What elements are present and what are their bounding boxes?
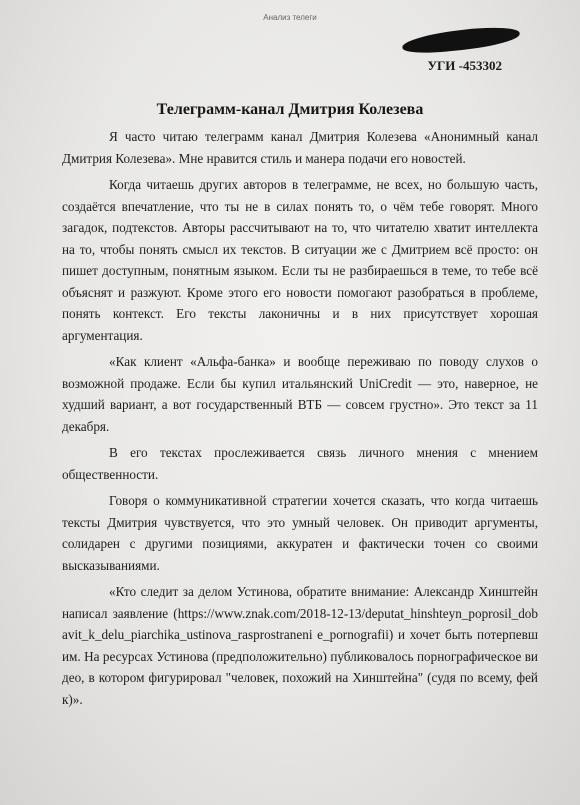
document-title: Телеграмм-канал Дмитрия Колезева — [156, 101, 424, 118]
paragraph-2: Когда читаешь других авторов в телеграмме, не всех, но большую часть, создаётся впечатление, что ты не в силах понять то, о чём тебе говорят. Много загадок, подтекстов. Авторы рассчитывают на то, что читателю хватит интеллекта на то, чтобы понять смысл их текстов. В ситуации же с Дмитрием всё просто: он пишет доступным, понятным языком. Если ты не разбираешься в теме, то тебе всё объяснят и разжуют. Кроме этого его новости помогают разобраться в проблеме, понять контекст. Его тексты лаконичны и в них присутствует хорошая аргументация. — [62, 177, 538, 343]
paragraph-3: «Как клиент «Альфа-банка» и вообще переживаю по поводу слухов о возможной продаже. Если бы купил итальянский UniCredit — это, наверное, не худший вариант, а вот государственный ВТБ — совсем грустно». Это текст за 11 декабря. — [62, 354, 538, 434]
redaction-mark — [401, 24, 520, 56]
document-id: УГИ -453302 — [427, 58, 502, 73]
paragraph-6: «Кто следит за делом Устинова, обратите внимание: Александр Хинштейн написал заявление (https://www.znak.com/2018-12-13/deputat_hinshteyn_poprosil_dobavit_k_delu_piarchika_ustinova_rasprostraneni e_pornografii) и хочет быть потерпевшим. На ресурсах Устинова (предположительно) публиковалось порнографическое видео, в котором фигурировал "человек, похожий на Хинштейна" (судя по всему, фейк)». — [62, 584, 538, 707]
paragraph-1: Я часто читаю телеграмм канал Дмитрия Колезева «Анонимный канал Дмитрия Колезева». Мне нравится стиль и манера подачи его новостей. — [62, 129, 538, 166]
document-body — [62, 126, 538, 715]
paragraph-5: Говоря о коммуникативной стратегии хочется сказать, что когда читаешь тексты Дмитрия чувствуется, что это умный человек. Он приводит аргументы, солидарен с другими позициями, аккуратен и фактически точен со своими высказываниями. — [62, 493, 538, 573]
page-header-label: Анализ телеги — [263, 13, 317, 22]
paragraph-4: В его текстах прослеживается связь личного мнения с мнением общественности. — [62, 445, 538, 482]
